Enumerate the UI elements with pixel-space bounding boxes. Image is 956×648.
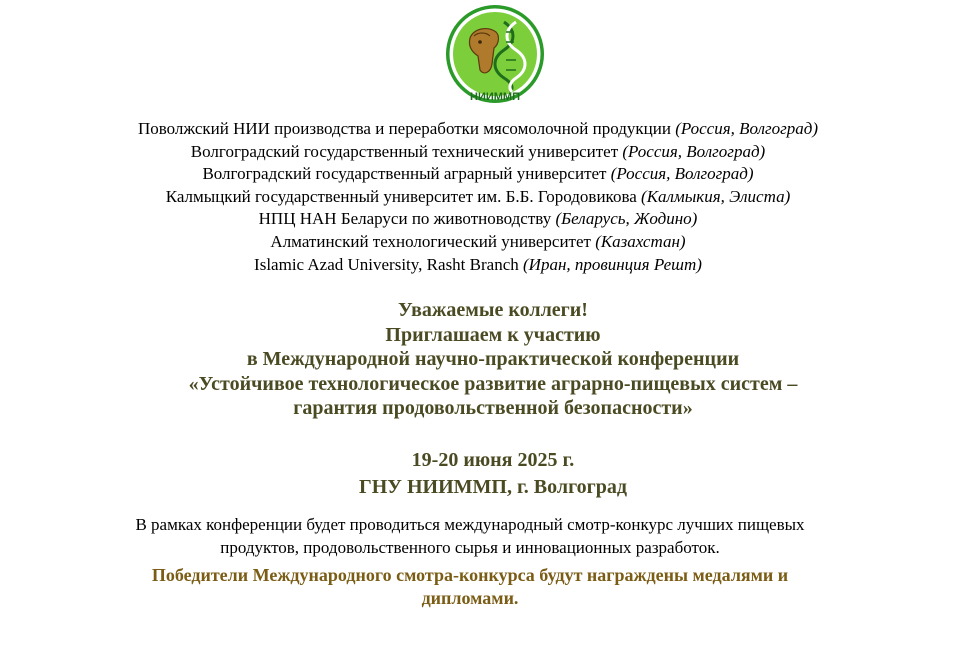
logo-emblem-icon [444,2,546,114]
organization-location: (Казахстан) [595,231,686,251]
organization-name: Волгоградский государственный аграрный университет [202,164,607,184]
organization-line [0,118,956,141]
organization-line [0,163,956,186]
organization-location: (Россия, Волгоград) [622,141,766,161]
winners-note [0,564,940,609]
logo-fill [453,12,537,96]
organization-name: Поволжский НИИ производства и переработки мясомолочной продукции [137,119,671,138]
organization-line [0,141,956,164]
event-venue: ГНУ НИИММП, г. Волгоград [359,476,627,498]
contest-line-2: продуктов, продовольственного сырья и инновационных разработок. [220,537,720,557]
conference-title-line-2: гарантия продовольственной безопасности» [293,397,693,419]
invitation-block [0,298,956,421]
organization-name: Islamic Azad University, Rasht Branch [254,254,519,274]
event-dates: 19-20 июня 2025 г. [411,449,575,471]
greeting-heading: Уважаемые коллеги! [398,299,588,321]
invite-line: Приглашаем к участию [385,323,601,346]
contest-description [0,514,940,559]
organization-location: (Россия, Волгоград) [675,119,819,138]
organization-line [0,231,956,254]
winners-line-2: дипломами. [421,587,519,608]
contest-line-1: В рамках конференции будет проводиться международный смотр-конкурс лучших пищевых [135,515,805,534]
organization-name: Волгоградский государственный технический университет [190,141,619,161]
organization-line [0,186,956,209]
organization-name: НПЦ НАН Беларуси по животноводству [258,209,552,229]
institute-logo [444,2,546,114]
organization-location: (Иран, провинция Решт) [523,254,702,274]
conference-title-line-1: «Устойчивое технологическое развитие аграрно-пищевых систем – [188,372,798,395]
organization-name: Алматинский технологический университет [270,231,591,251]
organization-location: (Россия, Волгоград) [610,164,754,184]
logo-text: НИИММП [470,91,520,103]
organization-location: (Беларусь, Жодино) [555,209,698,229]
conference-line: в Международной научно-практической конференции [246,348,740,370]
organizations-list [0,118,956,276]
organization-name: Калмыцкий государственный университет им. Б.Б. Городовикова [165,186,637,206]
organization-line [0,208,956,231]
event-details [0,447,956,501]
organization-location: (Калмыкия, Элиста) [641,186,791,206]
organization-line [0,254,956,277]
winners-line-1: Победители Международного смотра-конкурса будут награждены медалями и [151,565,789,585]
